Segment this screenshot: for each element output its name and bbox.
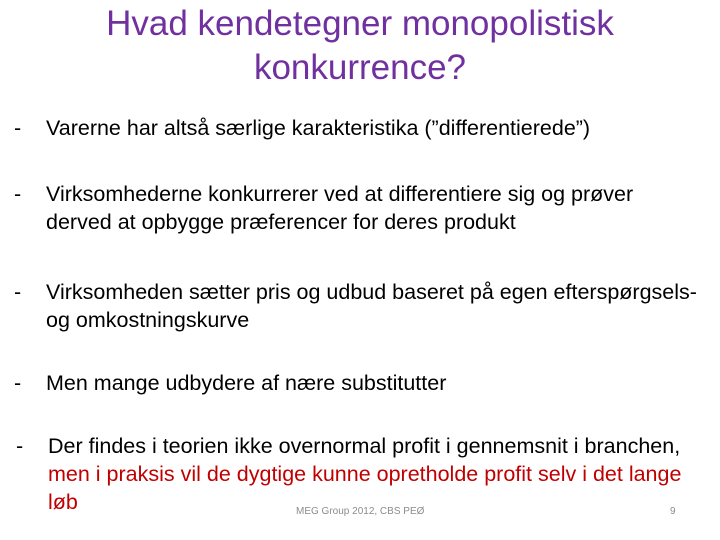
bullet-text-3: Virksomheden sætter pris og udbud baseret på egen efterspørgsels- og omkostningskurve	[46, 280, 697, 332]
bullet-text-5-plain: Der findes i teorien ikke overnormal profit i gennemsnit i branchen,	[48, 434, 681, 458]
footer-text: MEG Group 2012, CBS PEØ	[296, 506, 425, 517]
bullet-dash: -	[14, 371, 22, 395]
bullet-dash: -	[14, 182, 22, 206]
title-line-1: Hvad kendetegner monopolistisk	[106, 4, 614, 43]
bullet-item-3	[14, 278, 704, 334]
bullet-dash: -	[14, 116, 22, 140]
bullet-item-1	[14, 114, 704, 142]
title-line-2: konkurrence?	[253, 48, 467, 87]
bullet-text-4: Men mange udbydere af nære substitutter	[46, 371, 447, 395]
bullet-dash: -	[14, 280, 22, 304]
bullet-item-2	[14, 180, 704, 236]
bullet-text-1: Varerne har altså særlige karakteristika (”differentierede”)	[46, 116, 591, 140]
bullet-text-5	[16, 432, 706, 516]
slide-title	[0, 2, 720, 90]
bullet-text-2: Virksomhederne konkurrerer ved at differentiere sig og prøver derved at opbygge præferencer for deres produkt	[46, 182, 634, 234]
bullet-dash: -	[16, 434, 24, 458]
bullet-text-5-highlight: men i praksis vil de dygtige kunne opretholde profit selv i det lange løb	[48, 462, 682, 514]
page-number: 9	[670, 506, 676, 517]
bullet-item-5	[16, 432, 706, 516]
bullet-item-4	[14, 369, 704, 397]
